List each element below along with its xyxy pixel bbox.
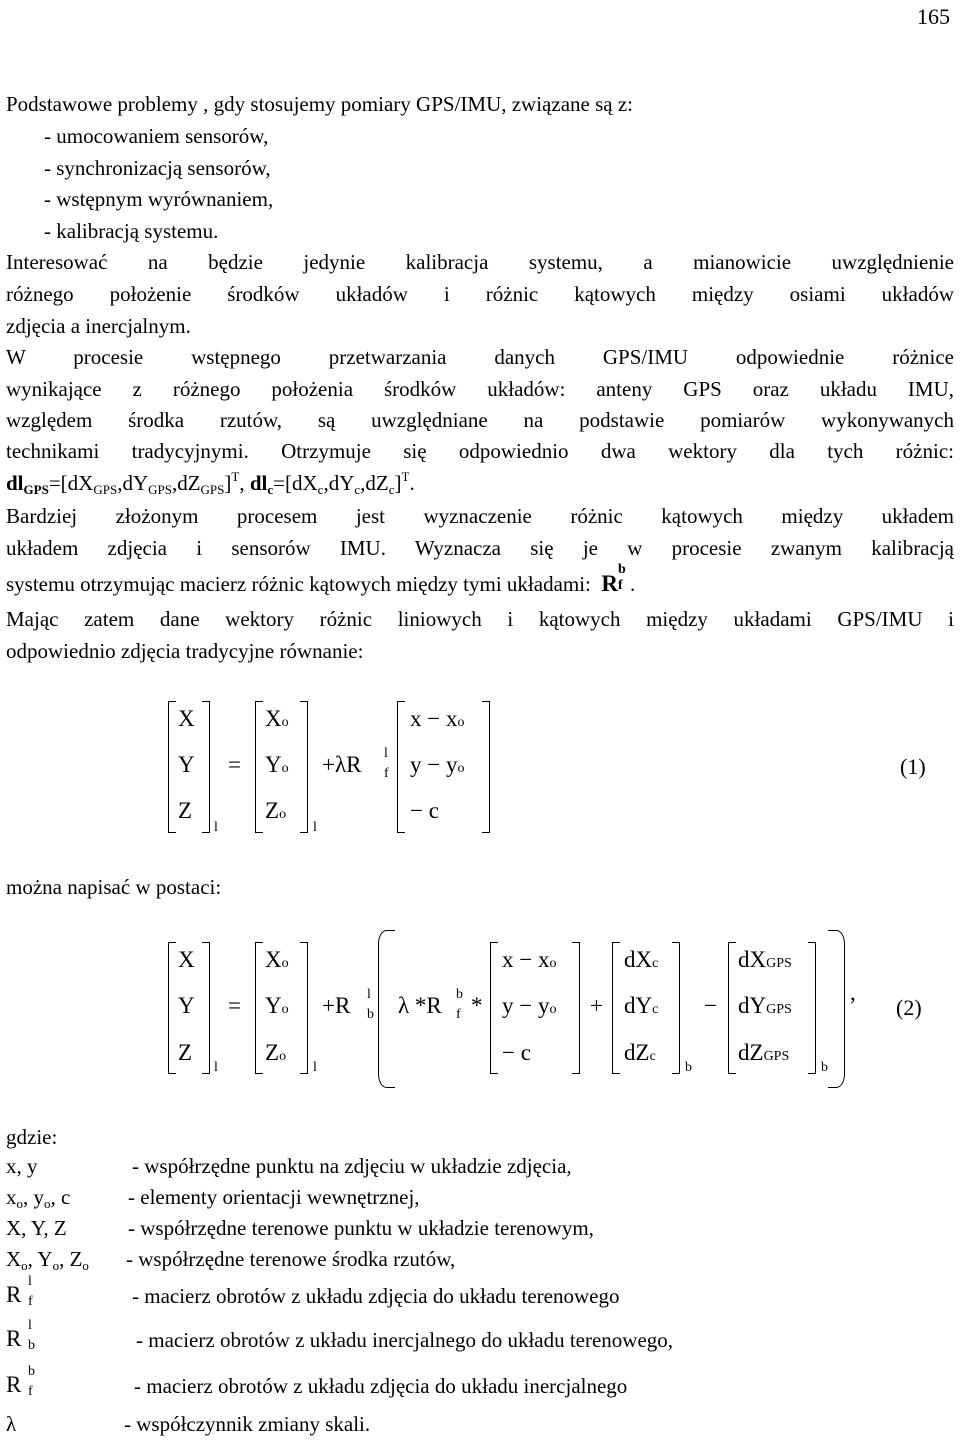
paragraph-line: Interesować na będzie jedynie kalibracja systemu, a mianowicie uwzględnienie	[6, 250, 954, 274]
legend-description: - współrzędne terenowe środka rzutów,	[126, 1247, 456, 1271]
legend-symbol: λ	[6, 1412, 17, 1436]
bracket-right	[572, 942, 580, 1074]
vector-definitions: $dl_{GPS}=[dX_{GPS},dY_{GPS},dZ_{GPS}]^T$, $dl_c=[dX_c,dY_c,dZ_c]^T$.	[6, 469, 415, 497]
legend-description: - współrzędne terenowe punktu w układzie terenowym,	[128, 1216, 594, 1240]
bracket-left	[728, 942, 736, 1074]
paren-right	[828, 930, 845, 1088]
bracket-left	[255, 942, 263, 1074]
legend-description: - współczynnik zmiany skali.	[124, 1412, 371, 1436]
paragraph-line: można napisać w postaci:	[6, 875, 222, 899]
problem-item: - synchronizacją sensorów,	[44, 156, 271, 180]
paragraph-line: zdjęcia a inercjalnym.	[6, 314, 191, 338]
paragraph-line: różnego położenie środków układów i różnic kątowych między osiami układów	[6, 282, 954, 306]
problem-item: - wstępnym wyrównaniem,	[44, 187, 274, 211]
document-page: 165 Podstawowe problemy , gdy stosujemy pomiary GPS/IMU, związane są z: - umocowaniem sensorów, - synchronizacją sensorów, - wstępnym wyrównaniem, - kalibracją systemu. Interesować na będzie jedynie kalibracja systemu, a mianowicie uwzględnienie różnego położenie środków układów i różnic kątowych między osiami układów zdjęcia a inercjalnym. W procesie wstępnego przetwarzania danych GPS/IMU odpowiednie różnice wynikające z różnego położenia środków układów: anteny GPS oraz układu IMU, względem środka rzutów, są uwzględniane na podstawie pomiarów wykonywanych technikami tradycyjnymi. Otrzymuje się odpowiednio dwa wektory dla tych różnic: $dl_{GPS}=[dX_{GPS},dY_{GPS},dZ_{GPS}]^T$, $dl_c=[dX_c,dY_c,dZ_c]^T$. Bardziej złożonym procesem jest wyznaczenie różnic kątowych między układem układem zdjęcia i sensorów IMU. Wyznacza się je w procesie zwanym kalibracją systemu otrzymując macierz różnic kątowych między tymi układami: R b f . Mając zatem dane wektory różnic liniowych i kątowych między układami GPS/IMU i odpowiednio zdjęcia tradycyjne równanie: X Y Z l = Xo Yo Zo l +λR l f x − xo y − yo − c (1) można napisać w postaci: X Y Z l = Xo Yo Zo l +R l b λ *R b f * x − xo y − yo − c + dXc dYc dZc b − dXGPS dYGPS dZGPS b , (2) gdzie: x, y - współrzędne punktu na zdjęciu w układzie zdjęcia, $x_o$, $y_o$, c - elementy orientacji wewnętrznej, X, Y, Z - współrzędne terenowe punktu w układzie terenowym, $X_o$, $Y_o$, $Z_o$ - współrzędne terenowe środka rzutów, R l f - macierz obrotów z układu zdjęcia do układu terenowego R l b - macierz obrotów z układu inercjalnego do układu terenowego, R b f - macierz obrotów z układu zdjęcia do układu inercjalnego λ - współczynnik zmiany skali.	[6, 4, 954, 1436]
paragraph-line: systemu otrzymując macierz różnic kątowych między tymi układami: R b f .	[6, 562, 636, 596]
paragraph-line: odpowiednio zdjęcia tradycyjne równanie:	[6, 639, 364, 663]
problem-item: - kalibracją systemu.	[44, 219, 219, 243]
legend-symbol: X, Y, Z	[6, 1216, 67, 1240]
bracket-left	[168, 942, 176, 1074]
page-number: 165	[917, 4, 950, 29]
legend-symbol-rbl: R l b	[6, 1318, 35, 1353]
legend-symbol: $X_o$, $Y_o$, $Z_o$	[6, 1247, 89, 1273]
legend-description: - macierz obrotów z układu inercjalnego do układu terenowego,	[136, 1328, 674, 1352]
equation-number: (1)	[900, 754, 926, 779]
paragraph-line: technikami tradycyjnymi. Otrzymuje się odpowiednio dwa wektory dla tych różnic:	[6, 439, 954, 463]
bracket-left	[397, 701, 405, 833]
legend-symbol-rfl: R l f	[6, 1274, 33, 1309]
bracket-right	[202, 942, 210, 1074]
paragraph-line: układem zdjęcia i sensorów IMU. Wyznacza się je w procesie zwanym kalibracją	[6, 536, 954, 560]
bracket-right	[808, 942, 816, 1074]
equation-number: (2)	[896, 995, 922, 1020]
bracket-left	[490, 942, 498, 1074]
legend-symbol: $x_o$, $y_o$, c	[6, 1185, 71, 1211]
legend-heading: gdzie:	[6, 1125, 58, 1149]
bracket-left	[612, 942, 620, 1074]
bracket-right	[300, 701, 308, 833]
legend-description: - współrzędne punktu na zdjęciu w układzie zdjęcia,	[132, 1154, 572, 1178]
paragraph-line: Mając zatem dane wektory różnic liniowych i kątowych między układami GPS/IMU i	[6, 607, 954, 631]
problem-item: - umocowaniem sensorów,	[44, 124, 269, 148]
legend-description: - elementy orientacji wewnętrznej,	[128, 1185, 420, 1209]
paragraph-line: Bardziej złożonym procesem jest wyznaczenie różnic kątowych między układem	[6, 504, 954, 528]
bracket-left	[168, 701, 176, 833]
bracket-right	[672, 942, 680, 1074]
legend-symbol-rfb: R b f	[6, 1364, 35, 1399]
intro-text: Podstawowe problemy , gdy stosujemy pomiary GPS/IMU, związane są z:	[6, 92, 633, 116]
rfb-symbol: R b f	[601, 562, 626, 596]
bracket-right	[202, 701, 210, 833]
bracket-left	[255, 701, 263, 833]
bracket-right	[300, 942, 308, 1074]
paragraph-line: wynikające z różnego położenia środków układów: anteny GPS oraz układu IMU,	[6, 377, 954, 401]
bracket-right	[482, 701, 490, 833]
paragraph-line: W procesie wstępnego przetwarzania danych GPS/IMU odpowiednie różnice	[6, 345, 954, 369]
paragraph-line: względem środka rzutów, są uwzględniane na podstawie pomiarów wykonywanych	[6, 408, 954, 432]
legend-description: - macierz obrotów z układu zdjęcia do układu inercjalnego	[134, 1374, 628, 1398]
legend-symbol: x, y	[6, 1154, 38, 1178]
paren-left	[378, 930, 395, 1088]
legend-description: - macierz obrotów z układu zdjęcia do układu terenowego	[132, 1284, 620, 1308]
